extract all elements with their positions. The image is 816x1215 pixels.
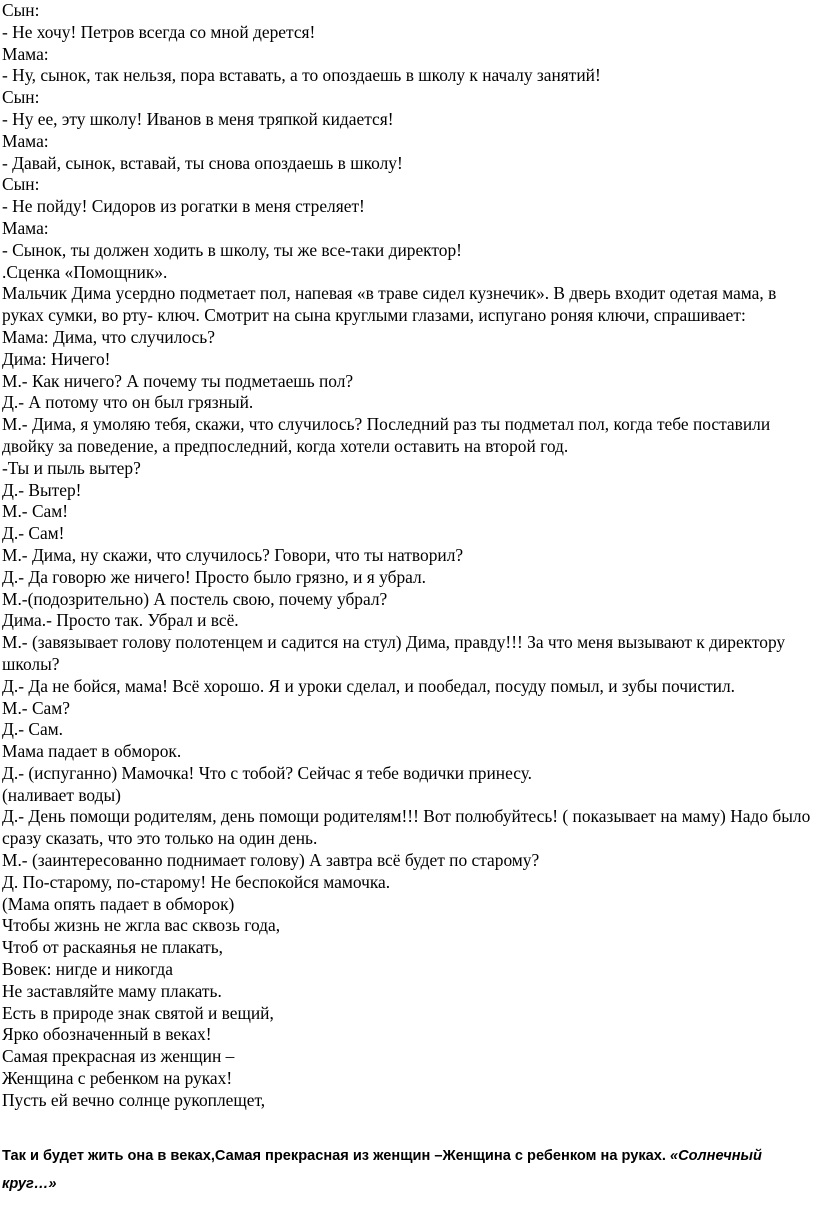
text-line: М.- Дима, ну скажи, что случилось? Говори, что ты натворил?: [2, 544, 464, 565]
text-line: Мама:: [2, 217, 49, 238]
text-line: Д.- Сам.: [2, 719, 64, 740]
footer-text: Так и будет жить она в веках,Самая прекрасная из женщин –Женщина с ребенком на руках.: [2, 1148, 670, 1164]
text-line: (Мама опять падает в обморок): [2, 893, 235, 914]
text-line: М.-(подозрительно) А постель свою, почему убрал?: [2, 588, 388, 609]
text-line: Д.- Да говорю же ничего! Просто было грязно, и я убрал.: [2, 566, 427, 587]
text-line: Сын:: [2, 87, 40, 108]
text-line: Чтоб от раскаянья не плакать,: [2, 937, 224, 958]
text-line: Ярко обозначенный в веках!: [2, 1024, 212, 1045]
text-line: .Сценка «Помощник».: [2, 261, 168, 282]
text-line: - Не хочу! Петров всегда со мной дерется!: [2, 21, 316, 42]
text-line: Мама:: [2, 130, 49, 151]
document-body: [2, 0, 814, 1112]
text-line: Д.- Да не бойся, мама! Всё хорошо. Я и уроки сделал, и пообедал, посуду помыл, и зубы почистил.: [2, 675, 736, 696]
text-line: Не заставляйте маму плакать.: [2, 980, 222, 1001]
text-line: Мама падает в обморок.: [2, 741, 182, 762]
text-line: Д. По-старому, по-старому! Не беспокойся мамочка.: [2, 871, 391, 892]
text-line: М.- Как ничего? А почему ты подметаешь пол?: [2, 370, 354, 391]
text-line: Мама: Дима, что случилось?: [2, 326, 215, 347]
footer-paragraph: [2, 1143, 810, 1198]
footer-italic-title: «Солнечный круг…»: [2, 1148, 762, 1192]
text-line: Чтобы жизнь не жгла вас сквозь года,: [2, 915, 281, 936]
text-line: Дима: Ничего!: [2, 348, 111, 369]
text-line: М.- Дима, я умоляю тебя, скажи, что случилось? Последний раз ты подметал пол, когда тебе поставили двойку за поведение, а предпоследний, когда хотели оставить на второй год.: [2, 414, 775, 456]
text-line: - Сынок, ты должен ходить в школу, ты же все-таки директор!: [2, 239, 462, 260]
text-line: Д.- День помощи родителям, день помощи родителям!!! Вот полюбуйтесь! ( показывает на маму) Надо было сразу сказать, что это только на один день.: [2, 806, 815, 849]
text-line: Сын:: [2, 174, 40, 195]
text-line: Пусть ей вечно солнце рукоплещет,: [2, 1089, 266, 1110]
text-line: Сын:: [2, 0, 40, 20]
text-line: Д.- Вытер!: [2, 479, 82, 500]
text-line: Д.- (испуганно) Мамочка! Что с тобой? Сейчас я тебе водички принесу.: [2, 762, 533, 783]
text-line: - Не пойду! Сидоров из рогатки в меня стреляет!: [2, 196, 365, 217]
text-line: Женщина с ребенком на руках!: [2, 1068, 233, 1089]
text-line: Самая прекрасная из женщин –: [2, 1046, 235, 1067]
text-line: Мама:: [2, 43, 49, 64]
text-line: - Давай, сынок, вставай, ты снова опоздаешь в школу!: [2, 152, 403, 173]
text-line: (наливает воды): [2, 784, 121, 805]
text-line: -Ты и пыль вытер?: [2, 457, 141, 478]
text-line: М.- (завязывает голову полотенцем и садится на стул) Дима, правду!!! За что меня вызывают к директору школы?: [2, 632, 790, 674]
text-line: М.- (заинтересованно поднимает голову) А завтра всё будет по старому?: [2, 850, 540, 871]
text-line: Мальчик Дима усердно подметает пол, напевая «в траве сидел кузнечик». В дверь входит одетая мама, в руках сумки, во рту- ключ. Смотрит на сына круглыми глазами, испугано роняя ключи, спрашивает:: [2, 283, 781, 326]
text-line: - Ну, сынок, так нельзя, пора вставать, а то опоздаешь в школу к началу занятий!: [2, 65, 601, 86]
text-line: М.- Сам?: [2, 697, 70, 718]
text-line: М.- Сам!: [2, 501, 69, 522]
text-line: - Ну ее, эту школу! Иванов в меня тряпкой кидается!: [2, 108, 394, 129]
text-line: Д.- Сам!: [2, 523, 65, 544]
text-line: Есть в природе знак святой и вещий,: [2, 1002, 274, 1023]
text-line: Д.- А потому что он был грязный.: [2, 392, 254, 413]
text-line: Дима.- Просто так. Убрал и всё.: [2, 610, 239, 631]
text-line: Вовек: нигде и никогда: [2, 959, 173, 980]
